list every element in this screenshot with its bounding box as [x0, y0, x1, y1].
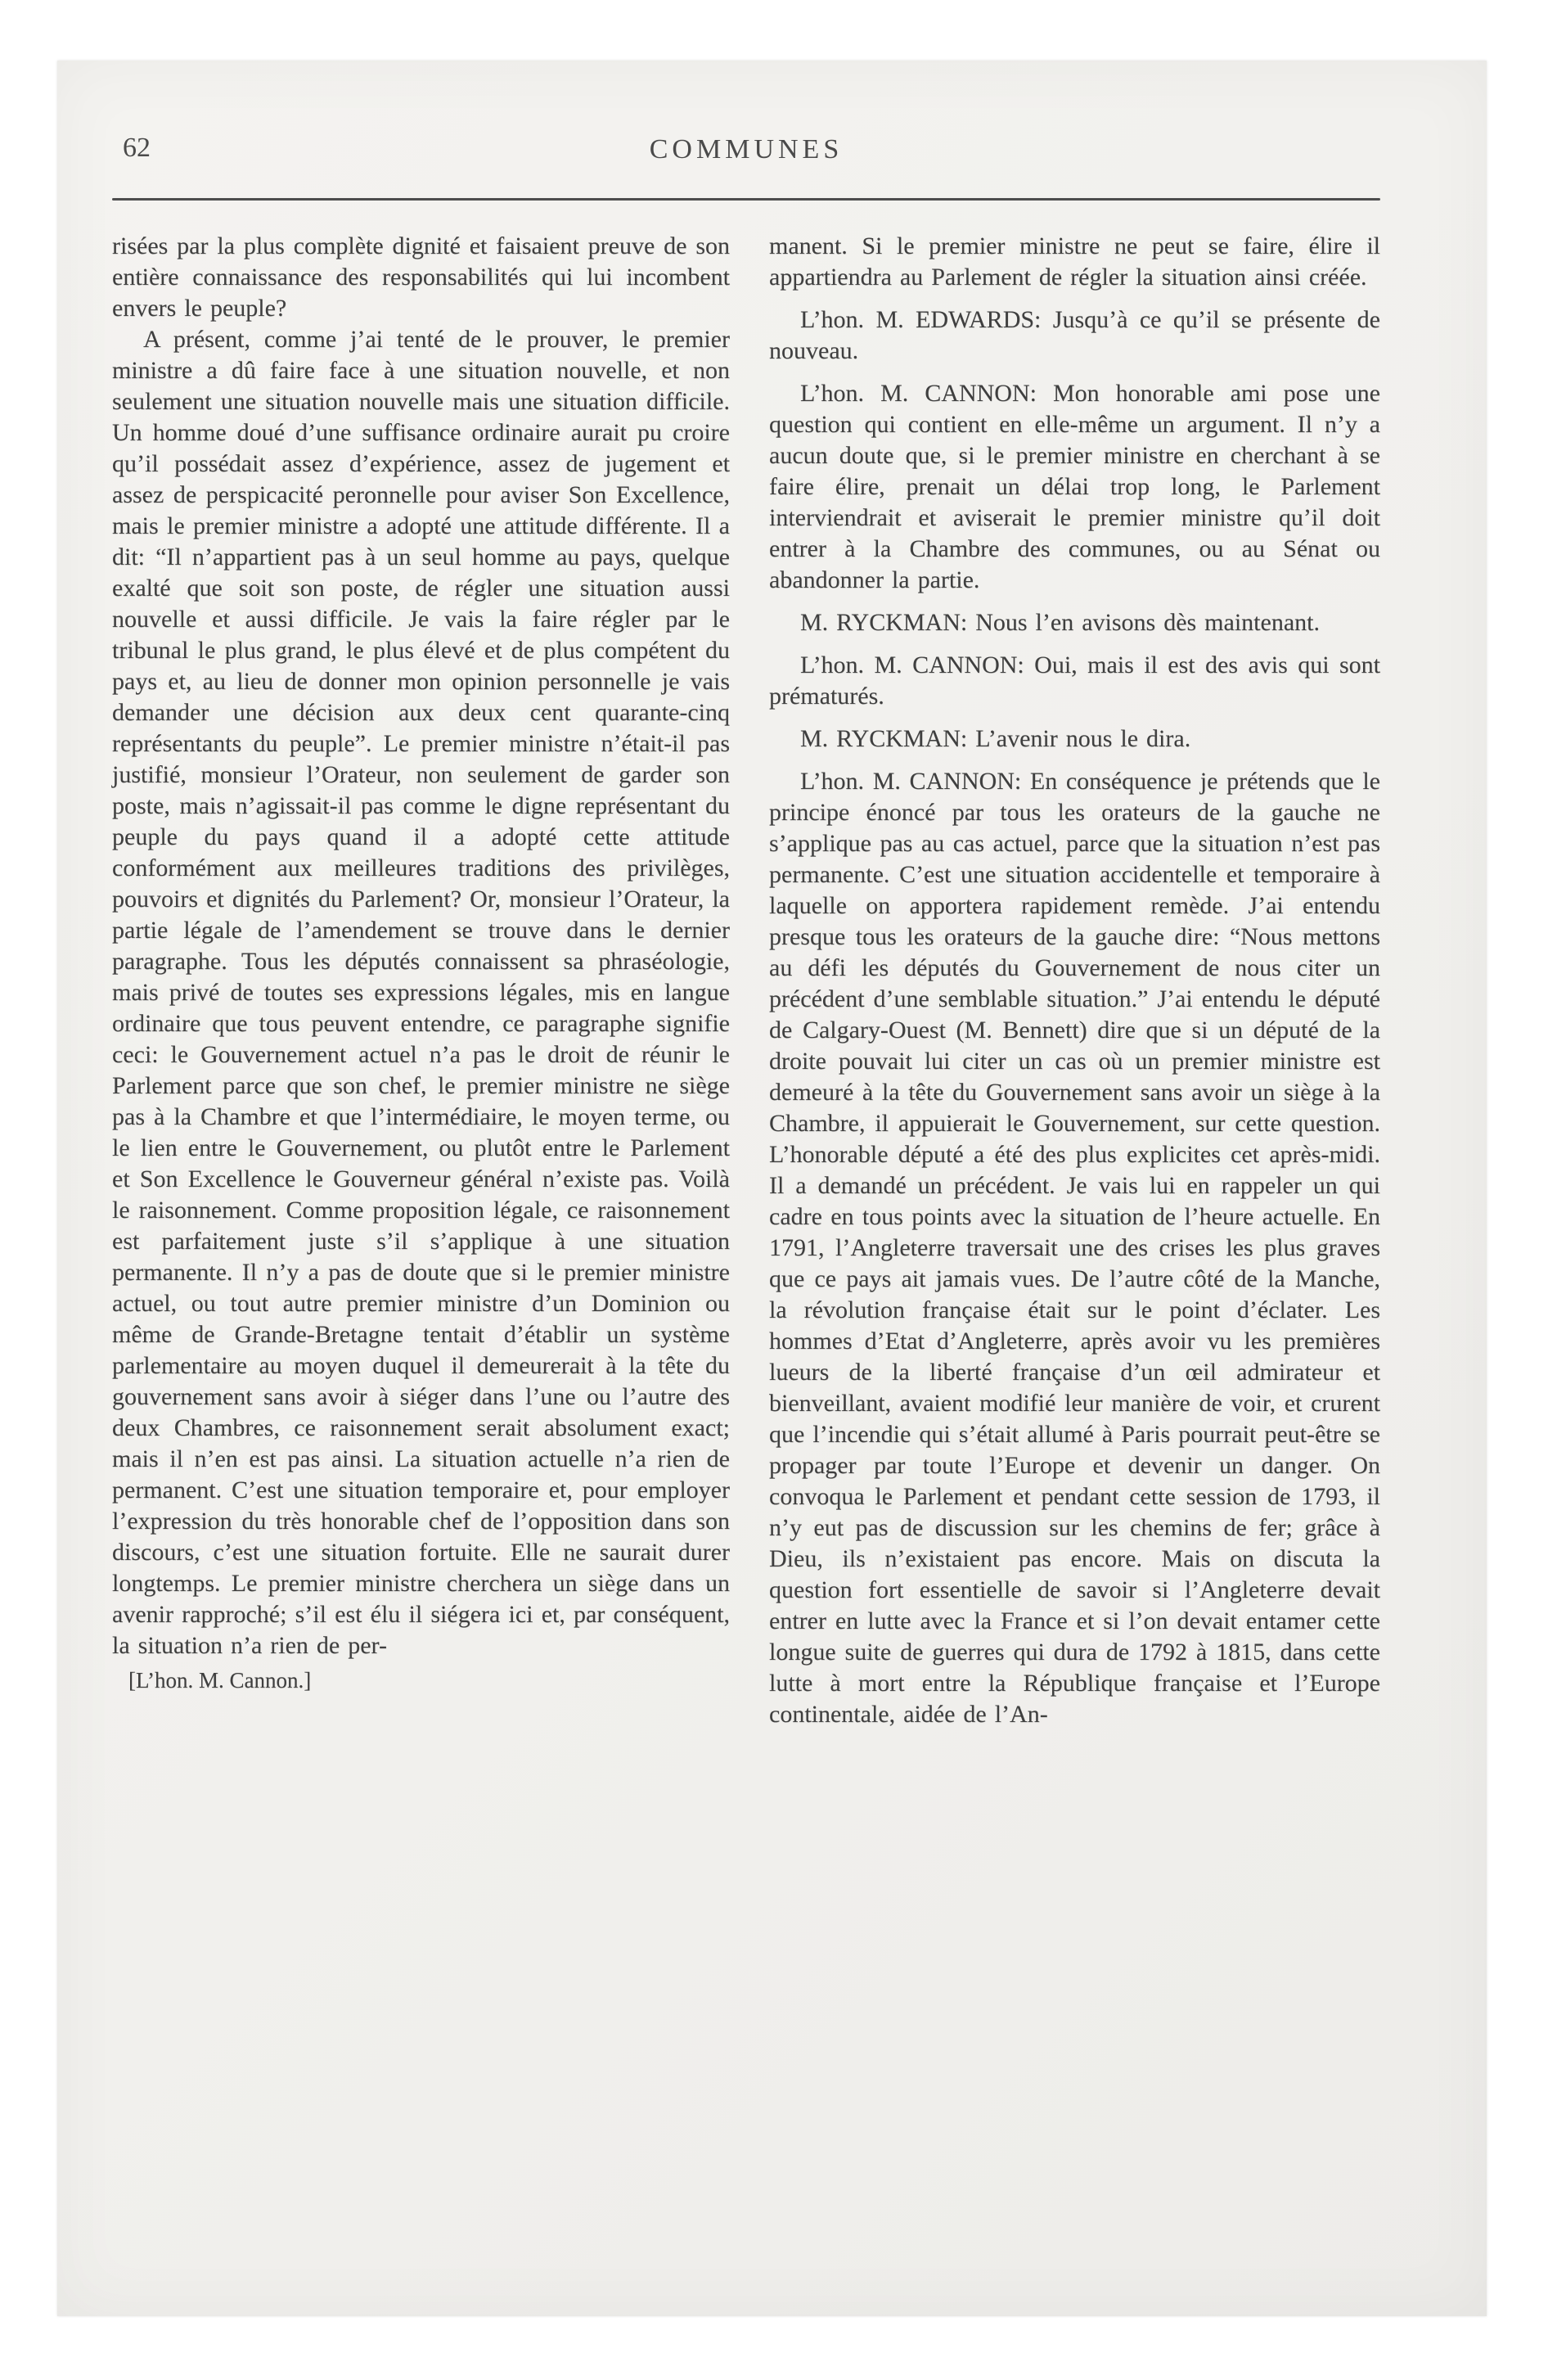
page-number: 62 — [123, 133, 151, 163]
paragraph: A présent, comme j’ai tenté de le prouver, le premier ministre a dû faire face à une situation nouvelle, et non seulement une situation nouvelle mais une situation difficile. Un homme doué d’une suffisance ordinaire aurait pu croire qu’il possédait assez d’expérience, assez de jugement et assez de perspicacité peronnelle pour aviser Son Excellence, mais le premier ministre a adopté une attitude différente. Il a dit: “Il n’appartient pas à un seul homme au pays, quelque exalté que soit son poste, de régler une situation aussi nouvelle et aussi difficile. Je vais la faire régler par le tribunal le plus grand, le plus élevé et de plus compétent du pays et, au lieu de donner mon opinion personnelle je vais demander une décision aux deux cent quarante-cinq représentants du peuple”. Le premier ministre n’était-il pas justifié, monsieur l’Orateur, non seulement de garder son poste, mais n’agissait-il pas comme le digne représentant du peuple du pays quand il a adopté cette attitude conformément aux meilleures traditions des privilèges, pouvoirs et dignités du Parlement? Or, monsieur l’Orateur, la partie légale de l’amendement se trouve dans le dernier paragraphe. Tous les députés connaissent sa phraséologie, mais privé de toutes ses expressions légales, mis en langue ordinaire que tous peuvent entendre, ce paragraphe signifie ceci: le Gouvernement actuel n’a pas le droit de réunir le Parlement parce que son chef, le premier ministre ne siège pas à la Chambre et que l’intermédiaire, le moyen terme, ou le lien entre le Gouvernement, ou plutôt entre le Parlement et Son Excellence le Gouverneur général n’existe pas. Voilà le raisonnement. Comme proposition légale, ce raisonnement est parfaitement juste s’il s’applique à une situation permanente. Il n’y a pas de doute que si le premier ministre actuel, ou tout autre premier ministre d’un Dominion ou même de Grande-Bretagne tentait d’établir un système parlementaire au moyen duquel il demeurerait à la tête du gouvernement sans avoir à siéger dans l’une ou l’autre des deux Chambres, ce raisonnement serait absolument exact; mais il n’en est pas ainsi. La situation actuelle n’a rien de permanent. C’est une situation temporaire et, pour employer l’expression du très honorable chef de l’opposition dans son discours, c’est une situation fortuite. Elle ne saurait durer longtemps. Le premier ministre cherchera un siège dans un avenir rapproché; s’il est élu il siégera ici et, par conséquent, la situation n’a rien de per- — [112, 326, 730, 1659]
scanned-page — [57, 61, 1487, 2316]
header-rule — [112, 198, 1380, 201]
paragraph-continuation: manent. Si le premier ministre ne peut se faire, élire il appartiendra au Parlement de régler la situation ainsi créée. — [769, 232, 1380, 291]
paragraph-continuation: risées par la plus complète dignité et faisaient preuve de son entière connaissance des responsabilités qui lui incombent envers le peuple? — [112, 232, 730, 322]
footer-attribution: [L’hon. M. Cannon.] — [128, 1668, 312, 1693]
text-columns — [112, 231, 1380, 1730]
paragraph-speech: M. RYCKMAN: L’avenir nous le dira. — [800, 725, 1191, 752]
column-left — [112, 231, 730, 1730]
header-title: COMMUNES — [649, 134, 844, 165]
paragraph-speech: M. RYCKMAN: Nous l’en avisons dès maintenant. — [800, 609, 1320, 636]
paragraph-speech: L’hon. M. CANNON: Mon honorable ami pose une question qui contient en elle-même un argument. Il n’y a aucun doute que, si le premier ministre en cherchant à se faire élire, prenait un délai trop long, le Parlement interviendrait et aviserait le premier ministre qu’il doit entrer à la Chambre des communes, ou au Sénat ou abandonner la partie. — [769, 380, 1380, 593]
paragraph-speech: L’hon. M. EDWARDS: Jusqu’à ce qu’il se présente de nouveau. — [769, 306, 1380, 364]
paragraph-speech: L’hon. M. CANNON: Oui, mais il est des avis qui sont prématurés. — [769, 651, 1380, 710]
paragraph-speech: L’hon. M. CANNON: En conséquence je prétends que le principe énoncé par tous les orateurs de la gauche ne s’applique pas au cas actuel, parce que la situation n’est pas permanente. C’est une situation accidentelle et temporaire à laquelle on apportera rapidement remède. J’ai entendu presque tous les orateurs de la gauche dire: “Nous mettons au défi les députés du Gouvernement de nous citer un précédent d’une semblable situation.” J’ai entendu le député de Calgary-Ouest (M. Bennett) dire que si un député de la droite pouvait lui citer un cas où un premier ministre est demeuré à la tête du Gouvernement sans avoir un siège à la Chambre, il appuierait le Gouvernement, sur cette question. L’honorable député a été des plus explicites cet après-midi. Il a demandé un précédent. Je vais lui en rappeler un qui cadre en tous points avec la situation de l’heure actuelle. En 1791, l’Angleterre traversait une des crises les plus graves que ce pays ait jamais vues. De l’autre côté de la Manche, la révolution française était sur le point d’éclater. Les hommes d’Etat d’Angleterre, après avoir vu les premières lueurs de la liberté française d’un œil admirateur et bienveillant, avaient modifié leur manière de voir, et crurent que l’incendie qui s’était allumé à Paris pourrait peut-être se propager par toute l’Europe et devenir un danger. On convoqua le Parlement et pendant cette session de 1793, il n’y eut pas de discussion sur les chemins de fer; grâce à Dieu, ils n’existaient pas encore. Mais on discuta la question fort essentielle de savoir si l’Angleterre devait entrer en lutte avec la France et si l’on devait entamer cette longue suite de guerres qui dura de 1792 à 1815, dans cette lutte à mort entre la République française et l’Europe continentale, aidée de l’An- — [769, 768, 1380, 1728]
column-right — [769, 231, 1380, 1730]
